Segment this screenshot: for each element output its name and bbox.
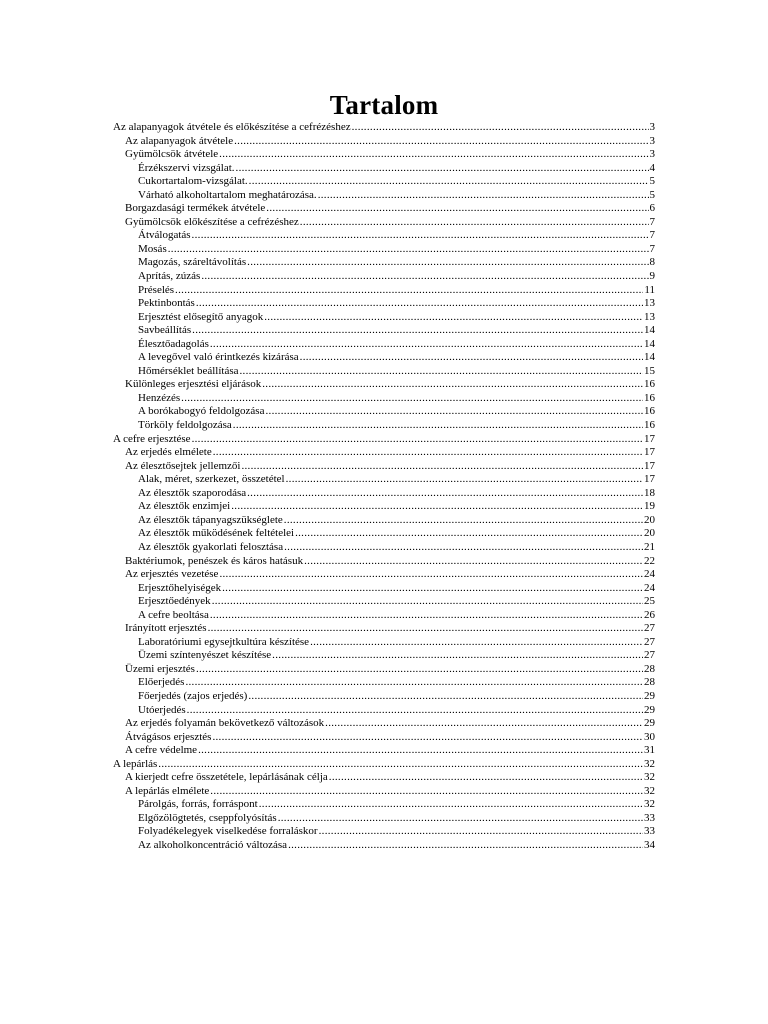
toc-entry-label: Előerjedés (138, 676, 185, 689)
toc-entry[interactable] (113, 243, 655, 257)
toc-entry-page-number: 3 (649, 121, 655, 133)
toc-entry[interactable] (113, 609, 655, 623)
toc-entry-label: Az élesztők gyakorlati felosztása (138, 540, 284, 553)
toc-entry-page-number: 17 (644, 459, 655, 472)
toc-dot-leader (319, 825, 643, 839)
toc-entry-page-number: 20 (644, 513, 655, 526)
toc-dot-leader (249, 175, 649, 189)
toc-entry-label: Az élesztősejtek jellemzői (125, 459, 241, 472)
toc-dot-leader (219, 148, 648, 162)
toc-entry-page-number: 28 (644, 662, 655, 675)
toc-entry[interactable] (113, 189, 655, 203)
toc-entry-page-number: 9 (649, 270, 655, 283)
toc-entry[interactable] (113, 297, 655, 311)
toc-dot-leader (295, 527, 643, 541)
toc-entry[interactable] (113, 419, 655, 433)
toc-entry-page-number: 25 (644, 595, 655, 608)
toc-entry-label: Főerjedés (zajos erjedés) (138, 689, 248, 702)
toc-dot-leader (158, 758, 643, 772)
toc-entry-label: A cefre beoltása (138, 608, 209, 621)
toc-entry-page-number: 20 (644, 527, 655, 540)
page-title: Tartalom (329, 90, 439, 120)
toc-entry-page-number: 32 (644, 757, 655, 770)
toc-dot-leader (213, 446, 643, 460)
toc-dot-leader (185, 676, 643, 690)
toc-dot-leader (262, 378, 643, 392)
toc-dot-leader (241, 460, 643, 474)
toc-entry[interactable] (113, 744, 655, 758)
toc-entry[interactable] (113, 338, 655, 352)
toc-entry-page-number: 26 (644, 608, 655, 621)
toc-entry-page-number: 33 (644, 825, 655, 838)
toc-dot-leader (201, 270, 648, 284)
toc-entry[interactable] (113, 256, 655, 270)
toc-entry-label: Párolgás, forrás, forráspont (138, 798, 258, 811)
toc-dot-leader (247, 487, 643, 501)
toc-entry-label: Utóerjedés (138, 703, 186, 716)
toc-dot-leader (325, 717, 643, 731)
toc-entry-label: Az erjesztés vezetése (125, 568, 219, 581)
toc-dot-leader (233, 419, 643, 433)
toc-entry[interactable] (113, 812, 655, 826)
toc-dot-leader (329, 771, 643, 785)
toc-entry-label: Elgőzölögtetés, cseppfolyósítás (138, 811, 277, 824)
toc-entry[interactable] (113, 392, 655, 406)
toc-dot-leader (192, 433, 643, 447)
toc-entry-label: A borókabogyó feldolgozása (138, 405, 265, 418)
toc-entry-page-number: 31 (644, 744, 655, 757)
toc-entry-page-number: 29 (644, 689, 655, 702)
toc-entry-label: Élesztőadagolás (138, 337, 209, 350)
toc-entry-label: A levegővel való érintkezés kizárása (138, 351, 299, 364)
toc-entry[interactable] (113, 365, 655, 379)
toc-entry-page-number: 24 (644, 581, 655, 594)
toc-entry[interactable] (113, 378, 655, 392)
toc-entry-page-number: 29 (644, 703, 655, 716)
toc-dot-leader (264, 311, 643, 325)
toc-entry-page-number: 16 (644, 378, 655, 391)
toc-entry-page-number: 13 (644, 310, 655, 323)
toc-entry-page-number: 17 (644, 446, 655, 459)
toc-entry-label: Magozás, száreltávolítás (138, 256, 247, 269)
toc-dot-leader (196, 297, 643, 311)
toc-dot-leader (266, 202, 648, 216)
toc-entry-label: A lepárlás elmélete (125, 784, 210, 797)
toc-entry-label: Gyümölcsök előkészítése a cefrézéshez (125, 215, 299, 228)
toc-entry[interactable] (113, 595, 655, 609)
toc-entry-page-number: 16 (644, 405, 655, 418)
toc-entry-label: Az alkoholkoncentráció változása (138, 838, 288, 851)
toc-entry[interactable] (113, 229, 655, 243)
toc-entry-label: Az élesztők szaporodása (138, 486, 247, 499)
toc-entry-page-number: 22 (644, 554, 655, 567)
toc-entry[interactable] (113, 717, 655, 731)
toc-entry[interactable] (113, 311, 655, 325)
toc-entry-page-number: 15 (644, 364, 655, 377)
toc-dot-leader (288, 839, 643, 853)
toc-entry-label: Alak, méret, szerkezet, összetétel (138, 473, 285, 486)
toc-entry-label: Az élesztők működésének feltételei (138, 527, 295, 540)
toc-entry[interactable] (113, 758, 655, 772)
toc-dot-leader (231, 500, 643, 514)
toc-entry[interactable] (113, 568, 655, 582)
toc-dot-leader (181, 392, 643, 406)
toc-entry-label: Az élesztők enzimjei (138, 500, 231, 513)
toc-entry-page-number: 17 (644, 432, 655, 445)
toc-entry-label: Az alapanyagok átvétele és előkészítése a cefrézéshez (113, 121, 351, 133)
toc-entry-page-number: 16 (644, 419, 655, 432)
toc-dot-leader (234, 135, 648, 149)
toc-dot-leader (259, 798, 643, 812)
toc-dot-leader (192, 229, 649, 243)
toc-entry[interactable] (113, 460, 655, 474)
toc-entry-label: A lepárlás (113, 757, 158, 770)
toc-dot-leader (210, 785, 643, 799)
toc-entry-page-number: 5 (649, 175, 655, 188)
toc-dot-leader (248, 690, 643, 704)
toc-entry-label: Átvágásos erjesztés (125, 730, 212, 743)
toc-entry-page-number: 8 (649, 256, 655, 269)
toc-dot-leader (168, 243, 649, 257)
toc-entry-page-number: 27 (644, 622, 655, 635)
toc-entry-label: Erjesztőedények (138, 595, 211, 608)
toc-dot-leader (265, 405, 643, 419)
toc-entry[interactable] (113, 649, 655, 663)
toc-entry[interactable] (113, 216, 655, 230)
toc-entry-page-number: 16 (644, 391, 655, 404)
toc-entry[interactable] (113, 202, 655, 216)
toc-entry-label: A kierjedt cefre összetétele, lepárlásának célja (125, 771, 328, 784)
toc-entry-label: Mosás (138, 242, 167, 255)
toc-dot-leader (284, 514, 643, 528)
toc-dot-leader (236, 162, 649, 176)
toc-dot-leader (284, 541, 643, 555)
toc-entry-page-number: 6 (649, 202, 655, 215)
toc-entry[interactable] (113, 771, 655, 785)
toc-entry-label: Irányított erjesztés (125, 622, 207, 635)
toc-entry-page-number: 32 (644, 784, 655, 797)
toc-entry[interactable] (113, 622, 655, 636)
toc-entry-label: Baktériumok, penészek és káros hatásuk (125, 554, 304, 567)
toc-entry-label: A cefre védelme (125, 744, 198, 757)
toc-dot-leader (210, 609, 643, 623)
toc-dot-leader (310, 636, 643, 650)
toc-entry[interactable] (113, 704, 655, 718)
toc-entry-page-number: 14 (644, 324, 655, 337)
toc-entry-label: Aprítás, zúzás (138, 270, 201, 283)
toc-entry-label: Folyadékelegyek viselkedése forraláskor (138, 825, 318, 838)
toc-entry[interactable] (113, 473, 655, 487)
toc-entry-page-number: 14 (644, 337, 655, 350)
toc-entry-label: Savbeállítás (138, 324, 192, 337)
toc-entry-page-number: 29 (644, 717, 655, 730)
toc-entry-label: Várható alkoholtartalom meghatározása. (138, 188, 317, 201)
toc-entry[interactable] (113, 676, 655, 690)
toc-entry-label: Az erjedés elmélete (125, 446, 212, 459)
toc-dot-leader (300, 351, 643, 365)
toc-entry-label: Az élesztők tápanyagszükséglete (138, 513, 283, 526)
toc-dot-leader (175, 284, 643, 298)
toc-dot-leader (212, 595, 643, 609)
toc-entry-label: Borgazdasági termékek átvétele (125, 202, 266, 215)
toc-dot-leader (300, 216, 649, 230)
toc-entry-page-number: 11 (644, 283, 655, 296)
toc-entry-page-number: 27 (644, 649, 655, 662)
toc-entry-label: Pektinbontás (138, 297, 195, 310)
toc-entry-page-number: 3 (649, 134, 655, 147)
toc-entry-label: Átválogatás (138, 229, 191, 242)
toc-entry-label: Erjesztést elősegítő anyagok (138, 310, 264, 323)
toc-entry[interactable] (113, 351, 655, 365)
toc-entry-label: Üzemi színtenyészet készítése (138, 649, 272, 662)
toc-dot-leader (352, 121, 649, 135)
toc-entry-page-number: 34 (644, 838, 655, 851)
toc-dot-leader (304, 555, 643, 569)
toc-entry-page-number: 3 (649, 148, 655, 161)
toc-entry[interactable] (113, 527, 655, 541)
toc-dot-leader (219, 568, 643, 582)
toc-entry-page-number: 30 (644, 730, 655, 743)
toc-entry-page-number: 19 (644, 500, 655, 513)
toc-dot-leader (247, 256, 648, 270)
toc-entry-label: Cukortartalom-vizsgálat. (138, 175, 248, 188)
toc-entry[interactable] (113, 541, 655, 555)
toc-entry-page-number: 33 (644, 811, 655, 824)
toc-entry-label: Üzemi erjesztés (125, 662, 195, 675)
toc-entry[interactable] (113, 555, 655, 569)
toc-entry-page-number: 7 (649, 242, 655, 255)
toc-entry-page-number: 7 (649, 229, 655, 242)
toc-entry-label: Az alapanyagok átvétele (125, 134, 234, 147)
toc-entry[interactable] (113, 148, 655, 162)
toc-entry-page-number: 32 (644, 798, 655, 811)
toc-dot-leader (318, 189, 649, 203)
toc-dot-leader (192, 324, 643, 338)
toc-entry-page-number: 17 (644, 473, 655, 486)
toc-entry-label: Az erjedés folyamán bekövetkező változások (125, 717, 325, 730)
toc-entry-page-number: 32 (644, 771, 655, 784)
toc-entry-page-number: 28 (644, 676, 655, 689)
toc-entry-label: Hőmérséklet beállítása (138, 364, 239, 377)
toc-entry[interactable] (113, 514, 655, 528)
toc-entry-page-number: 24 (644, 568, 655, 581)
toc-entry-page-number: 4 (649, 161, 655, 174)
table-of-contents (113, 121, 655, 853)
toc-entry-label: Gyümölcsök átvétele (125, 148, 219, 161)
toc-entry[interactable] (113, 446, 655, 460)
toc-entry-label: Érzékszervi vizsgálat. (138, 161, 235, 174)
toc-entry[interactable] (113, 433, 655, 447)
toc-dot-leader (212, 731, 643, 745)
toc-entry[interactable] (113, 582, 655, 596)
toc-dot-leader (196, 663, 643, 677)
toc-entry[interactable] (113, 636, 655, 650)
toc-entry[interactable] (113, 162, 655, 176)
toc-dot-leader (286, 473, 643, 487)
toc-dot-leader (187, 704, 643, 718)
toc-entry-label: Erjesztőhelyiségek (138, 581, 222, 594)
toc-entry-page-number: 13 (644, 297, 655, 310)
toc-entry-label: Laboratóriumi egysejtkultúra készítése (138, 635, 310, 648)
toc-dot-leader (210, 338, 643, 352)
toc-entry[interactable] (113, 731, 655, 745)
toc-entry-label: Préselés (138, 283, 175, 296)
toc-entry[interactable] (113, 121, 655, 135)
toc-entry-page-number: 21 (644, 540, 655, 553)
toc-entry-page-number: 14 (644, 351, 655, 364)
toc-dot-leader (222, 582, 643, 596)
toc-entry[interactable] (113, 270, 655, 284)
toc-entry[interactable] (113, 324, 655, 338)
toc-dot-leader (272, 649, 643, 663)
toc-entry[interactable] (113, 500, 655, 514)
toc-entry-label: A cefre erjesztése (113, 432, 191, 445)
toc-entry-page-number: 7 (649, 215, 655, 228)
toc-entry-label: Törköly feldolgozása (138, 419, 232, 432)
toc-entry-page-number: 5 (649, 188, 655, 201)
toc-entry[interactable] (113, 798, 655, 812)
toc-dot-leader (240, 365, 644, 379)
toc-entry-page-number: 18 (644, 486, 655, 499)
toc-entry-label: Különleges erjesztési eljárások (125, 378, 262, 391)
toc-entry[interactable] (113, 175, 655, 189)
toc-entry[interactable] (113, 284, 655, 298)
toc-dot-leader (198, 744, 643, 758)
toc-entry[interactable] (113, 785, 655, 799)
toc-entry-label: Henzézés (138, 391, 181, 404)
toc-dot-leader (278, 812, 643, 826)
toc-entry[interactable] (113, 663, 655, 677)
toc-entry[interactable] (113, 690, 655, 704)
toc-entry-page-number: 27 (644, 635, 655, 648)
toc-entry[interactable] (113, 487, 655, 501)
toc-entry[interactable] (113, 825, 655, 839)
toc-entry[interactable] (113, 405, 655, 419)
toc-entry[interactable] (113, 135, 655, 149)
toc-entry[interactable] (113, 839, 655, 853)
toc-dot-leader (208, 622, 643, 636)
